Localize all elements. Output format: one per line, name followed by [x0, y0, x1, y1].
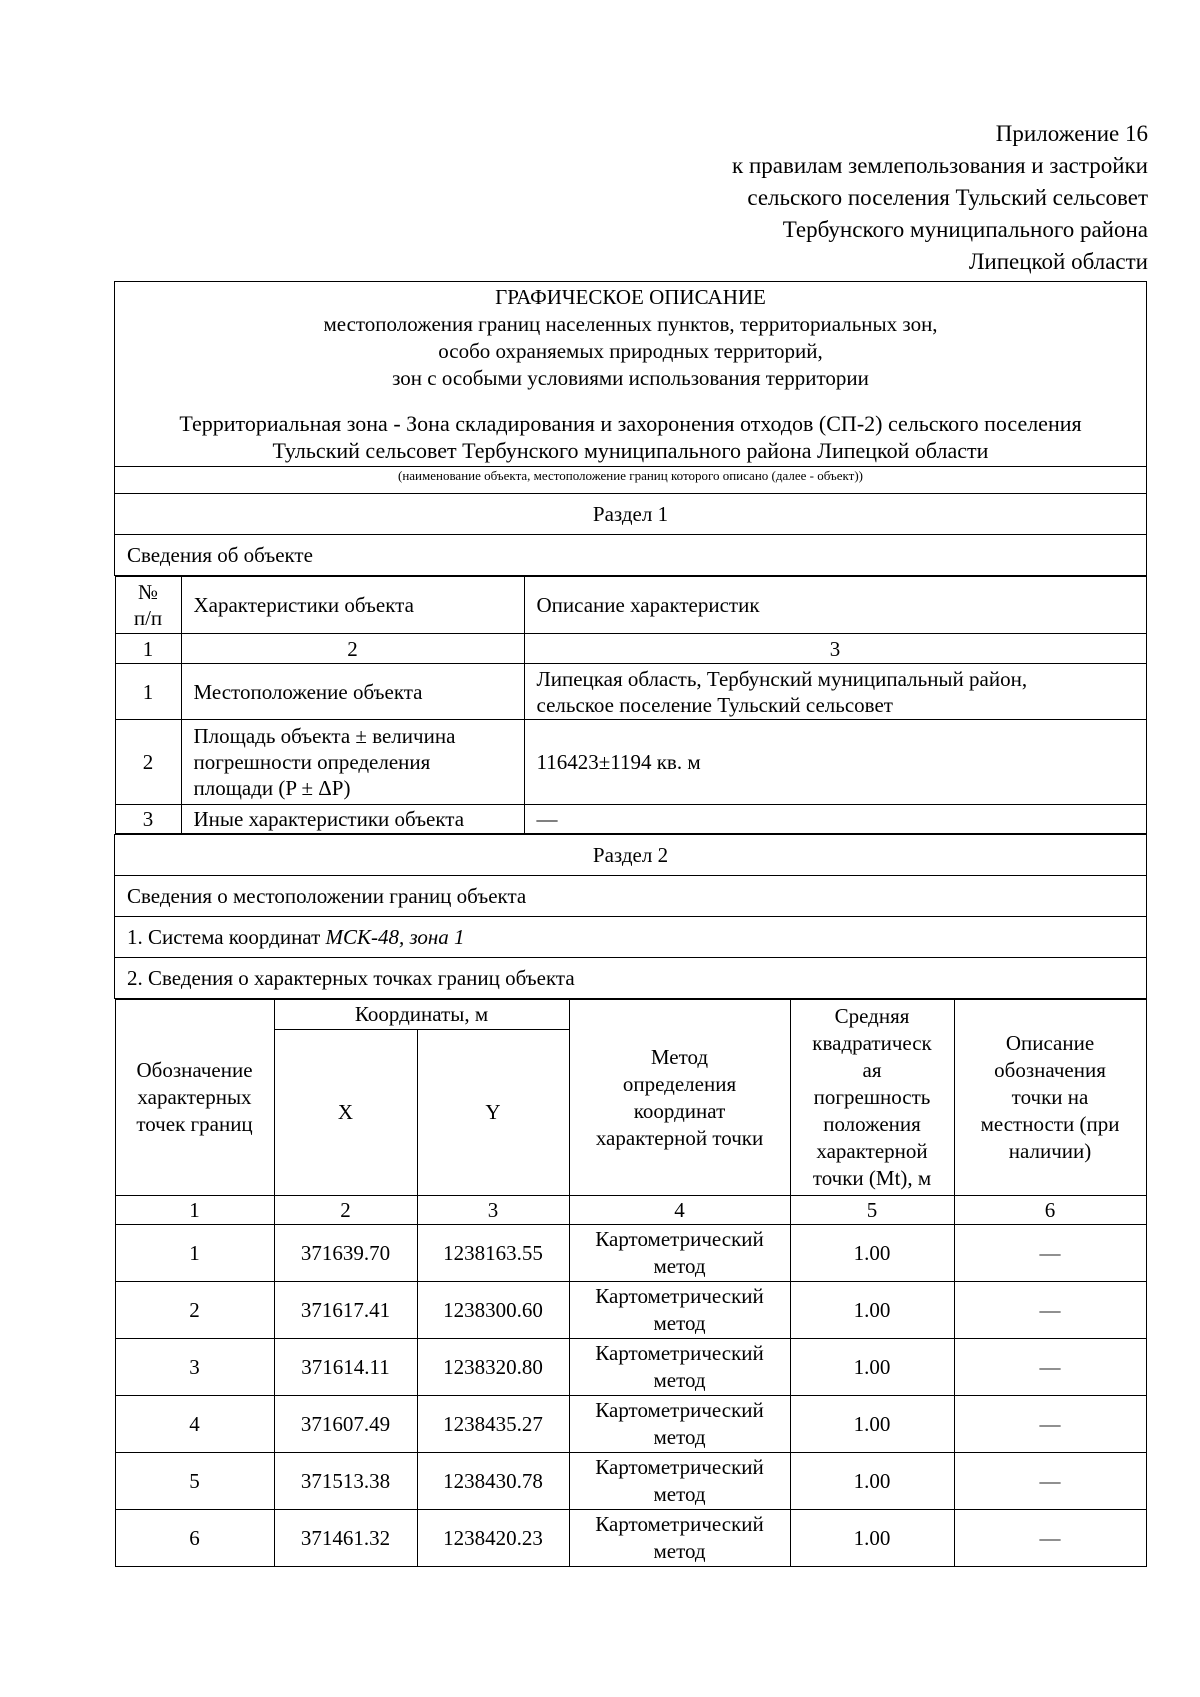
table-row	[115, 1510, 1146, 1567]
point-description: —	[954, 1396, 1146, 1453]
document-header	[115, 282, 1147, 467]
appendix-line: к правилам землепользования и застройки	[732, 153, 1148, 178]
header-subtitle: зон с особыми условиями использования территории	[392, 366, 869, 390]
header-cell: Обозначение характерных точек границ	[115, 1000, 274, 1196]
index-cell: 3	[417, 1196, 569, 1225]
document-title: ГРАФИЧЕСКОЕ ОПИСАНИЕ	[495, 285, 766, 309]
coord-y: 1238420.23	[417, 1510, 569, 1567]
coord-x: 371617.41	[274, 1282, 417, 1339]
coordinate-system-name: МСК-48, зона 1	[325, 924, 465, 949]
error-cell: 1.00	[790, 1282, 954, 1339]
point-id: 2	[115, 1282, 274, 1339]
point-rows	[115, 1225, 1146, 1567]
method-cell: Картометрический метод	[569, 1396, 790, 1453]
header-cell: Описание характеристик	[524, 577, 1146, 634]
error-cell: 1.00	[790, 1396, 954, 1453]
header-cell: Метод определения координат характерной точки	[569, 1000, 790, 1196]
coord-y: 1238300.60	[417, 1282, 569, 1339]
coord-y: 1238163.55	[417, 1225, 569, 1282]
zone-name: Тульский сельсовет Тербунского муниципального района Липецкой области	[272, 438, 989, 463]
index-cell: 2	[181, 634, 524, 664]
description-cell: Липецкая область, Тербунский муниципальный район, сельское поселение Тульский сельсовет	[524, 664, 1146, 720]
row-number: 2	[115, 720, 181, 805]
section-label: Сведения об объекте	[115, 535, 1147, 576]
method-cell: Картометрический метод	[569, 1339, 790, 1396]
zone-name: Территориальная зона - Зона складирования и захоронения отходов (СП-2) сельского поселения	[179, 411, 1082, 436]
table-row	[115, 1396, 1146, 1453]
header-cell: X	[274, 1030, 417, 1196]
error-cell: 1.00	[790, 1339, 954, 1396]
description-cell: 116423±1194 кв. м	[524, 720, 1146, 805]
row-number: 1	[115, 664, 181, 720]
error-cell: 1.00	[790, 1225, 954, 1282]
method-cell: Картометрический метод	[569, 1510, 790, 1567]
header-cell: Описание обозначения точки на местности (при наличии)	[954, 1000, 1146, 1196]
object-info-table	[115, 576, 1147, 834]
coord-x: 371639.70	[274, 1225, 417, 1282]
coord-x: 371614.11	[274, 1339, 417, 1396]
appendix-line: Тербунского муниципального района	[782, 217, 1148, 242]
index-cell: 3	[524, 634, 1146, 664]
header-subtitle: особо охраняемых природных территорий,	[438, 339, 823, 363]
coord-y: 1238435.27	[417, 1396, 569, 1453]
row-number: 3	[115, 805, 181, 834]
table-row	[115, 1282, 1146, 1339]
index-cell: 1	[115, 634, 181, 664]
appendix-block	[448, 118, 1148, 278]
table-row	[115, 1225, 1146, 1282]
characteristic-cell: Местоположение объекта	[181, 664, 524, 720]
section-label: Сведения о местоположении границ объекта	[115, 876, 1147, 917]
point-id: 4	[115, 1396, 274, 1453]
coord-y: 1238320.80	[417, 1339, 569, 1396]
coord-x: 371607.49	[274, 1396, 417, 1453]
point-description: —	[954, 1225, 1146, 1282]
section-title: Раздел 1	[115, 494, 1147, 535]
graphic-description-table	[114, 281, 1147, 1567]
method-cell: Картометрический метод	[569, 1282, 790, 1339]
header-cell: Y	[417, 1030, 569, 1196]
point-id: 1	[115, 1225, 274, 1282]
points-table	[115, 999, 1147, 1567]
characteristic-cell: Иные характеристики объекта	[181, 805, 524, 834]
points-label: 2. Сведения о характерных точках границ объекта	[115, 958, 1147, 999]
coordinate-system: 1. Система координат МСК-48, зона 1	[115, 917, 1147, 958]
point-description: —	[954, 1282, 1146, 1339]
method-cell: Картометрический метод	[569, 1453, 790, 1510]
error-cell: 1.00	[790, 1510, 954, 1567]
coord-y: 1238430.78	[417, 1453, 569, 1510]
appendix-line: Липецкой области	[968, 249, 1148, 274]
table-row	[115, 1339, 1146, 1396]
table-row	[115, 1453, 1146, 1510]
point-id: 6	[115, 1510, 274, 1567]
header-cell: № п/п	[115, 577, 181, 634]
coord-x: 371461.32	[274, 1510, 417, 1567]
section-title: Раздел 2	[115, 835, 1147, 876]
point-description: —	[954, 1510, 1146, 1567]
point-id: 3	[115, 1339, 274, 1396]
point-description: —	[954, 1453, 1146, 1510]
characteristic-cell: Площадь объекта ± величина погрешности определения площади (P ± ΔP)	[181, 720, 524, 805]
index-cell: 2	[274, 1196, 417, 1225]
index-cell: 1	[115, 1196, 274, 1225]
description-cell: —	[524, 805, 1146, 834]
error-cell: 1.00	[790, 1453, 954, 1510]
object-caption: (наименование объекта, местоположение границ которого описано (далее - объект))	[115, 467, 1147, 494]
appendix-line: сельского поселения Тульский сельсовет	[747, 185, 1148, 210]
point-id: 5	[115, 1453, 274, 1510]
index-cell: 5	[790, 1196, 954, 1225]
header-cell: Характеристики объекта	[181, 577, 524, 634]
appendix-line: Приложение 16	[995, 121, 1148, 146]
method-cell: Картометрический метод	[569, 1225, 790, 1282]
point-description: —	[954, 1339, 1146, 1396]
header-cell: Средняя квадратическ ая погрешность положения характерной точки (Mt), м	[790, 1000, 954, 1196]
header-subtitle: местоположения границ населенных пунктов, территориальных зон,	[323, 312, 938, 336]
index-cell: 4	[569, 1196, 790, 1225]
index-cell: 6	[954, 1196, 1146, 1225]
coord-x: 371513.38	[274, 1453, 417, 1510]
header-cell: Координаты, м	[274, 1000, 569, 1030]
